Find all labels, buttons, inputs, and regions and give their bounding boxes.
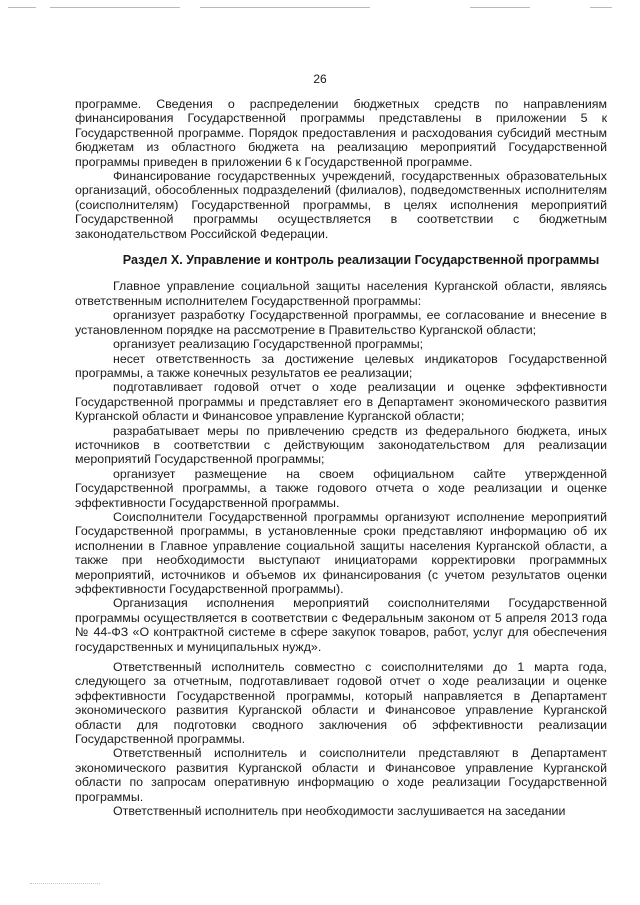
paragraph-hearing: Ответственный исполнитель при необходимости заслушивается на заседании (113, 804, 566, 819)
paragraph-continuation: программе. Сведения о распределении бюджетных средств по направлениям финансирования Государственной программы представлены в приложении 5 к Государственной программе. Порядок предоставления и расходования субсидий местным бюджетам из областного бюджета на реализацию мероприятий Государственной программы приведен в приложении 6 к Государственной программе. (75, 97, 607, 169)
paragraph-duty-implementation: организует реализацию Государственной программы; (113, 337, 424, 352)
paragraph-duty-publication: организует размещение на своем официальном сайте утвержденной Государственной программы, а также годового отчета о ходе реализации и оценке эффективности Государственной программы. (75, 466, 607, 510)
paragraph-duty-development: организует разработку Государственной программы, ее согласование и внесение в установленном порядке на рассмотрение в Правительство Курганской области; (75, 308, 607, 337)
page-number: 26 (313, 72, 327, 86)
paragraph-responsible-executor: Главное управление социальной защиты населения Курганской области, являясь ответственным исполнителем Государственной программы: (75, 279, 607, 308)
paragraph-duty-annual-report: подготавливает годовой отчет о ходе реализации и оценке эффективности Государственной программы и представляет его в Департамент экономического развития Курганской области и Финансовое управление Курганской области; (75, 380, 607, 424)
paragraph-operative-info: Ответственный исполнитель и соисполнители представляют в Департамент экономического развития Курганской области и Финансовое управление Курганской области по запросам оперативную информацию о ходе реализации Государственной программы. (75, 746, 607, 804)
section-title: Раздел X. Управление и контроль реализации Государственной программы (122, 253, 600, 268)
paragraph-co-executors: Соисполнители Государственной программы организуют исполнение мероприятий Государственной программы, в установленные сроки представляют информацию об их исполнении в Главное управление социальной защиты населения Курганской области, а также при необходимости выступают инициаторами корректировки программных мероприятий, источников и объемов их финансирования (с учетом результатов оценки эффективности Государственной программы). (75, 509, 607, 596)
paragraph-duty-responsibility: несет ответственность за достижение целевых индикаторов Государственной программы, а также конечных результатов ее реализации; (75, 351, 607, 380)
paragraph-annual-report-deadline: Ответственный исполнитель совместно с соисполнителями до 1 марта года, следующего за отчетным, подготавливает годовой отчет о ходе реализации и оценке эффективности Государственной программы, который направляется в Департамент экономического развития Курганской области и Финансовое управление Курганской области для подготовки сводного заключения об эффективности реализации Государственной программы. (75, 660, 607, 747)
scan-artifact-top (0, 7, 640, 11)
paragraph-procurement-law: Организация исполнения мероприятий соисполнителями Государственной программы осуществляется в соответствии с Федеральным законом от 5 апреля 2013 года № 44-ФЗ «О контрактной системе в сфере закупок товаров, работ, услуг для обеспечения государственных и муниципальных нужд». (75, 596, 607, 654)
scan-artifact-bottom (30, 883, 100, 886)
document-body (75, 97, 607, 819)
paragraph-financing: Финансирование государственных учреждений, государственных образовательных организаций, обособленных подразделений (филиалов), подведомственных исполнителям (соисполнителям) Государственной программы, в целях исполнения мероприятий Государственной программы осуществляется в соответствии с бюджетным законодательством Российской Федерации. (75, 169, 607, 241)
paragraph-duty-funding-measures: разрабатывает меры по привлечению средств из федерального бюджета, иных источников в соответствии с действующим законодательством для реализации мероприятий Государственной программы; (75, 423, 607, 467)
